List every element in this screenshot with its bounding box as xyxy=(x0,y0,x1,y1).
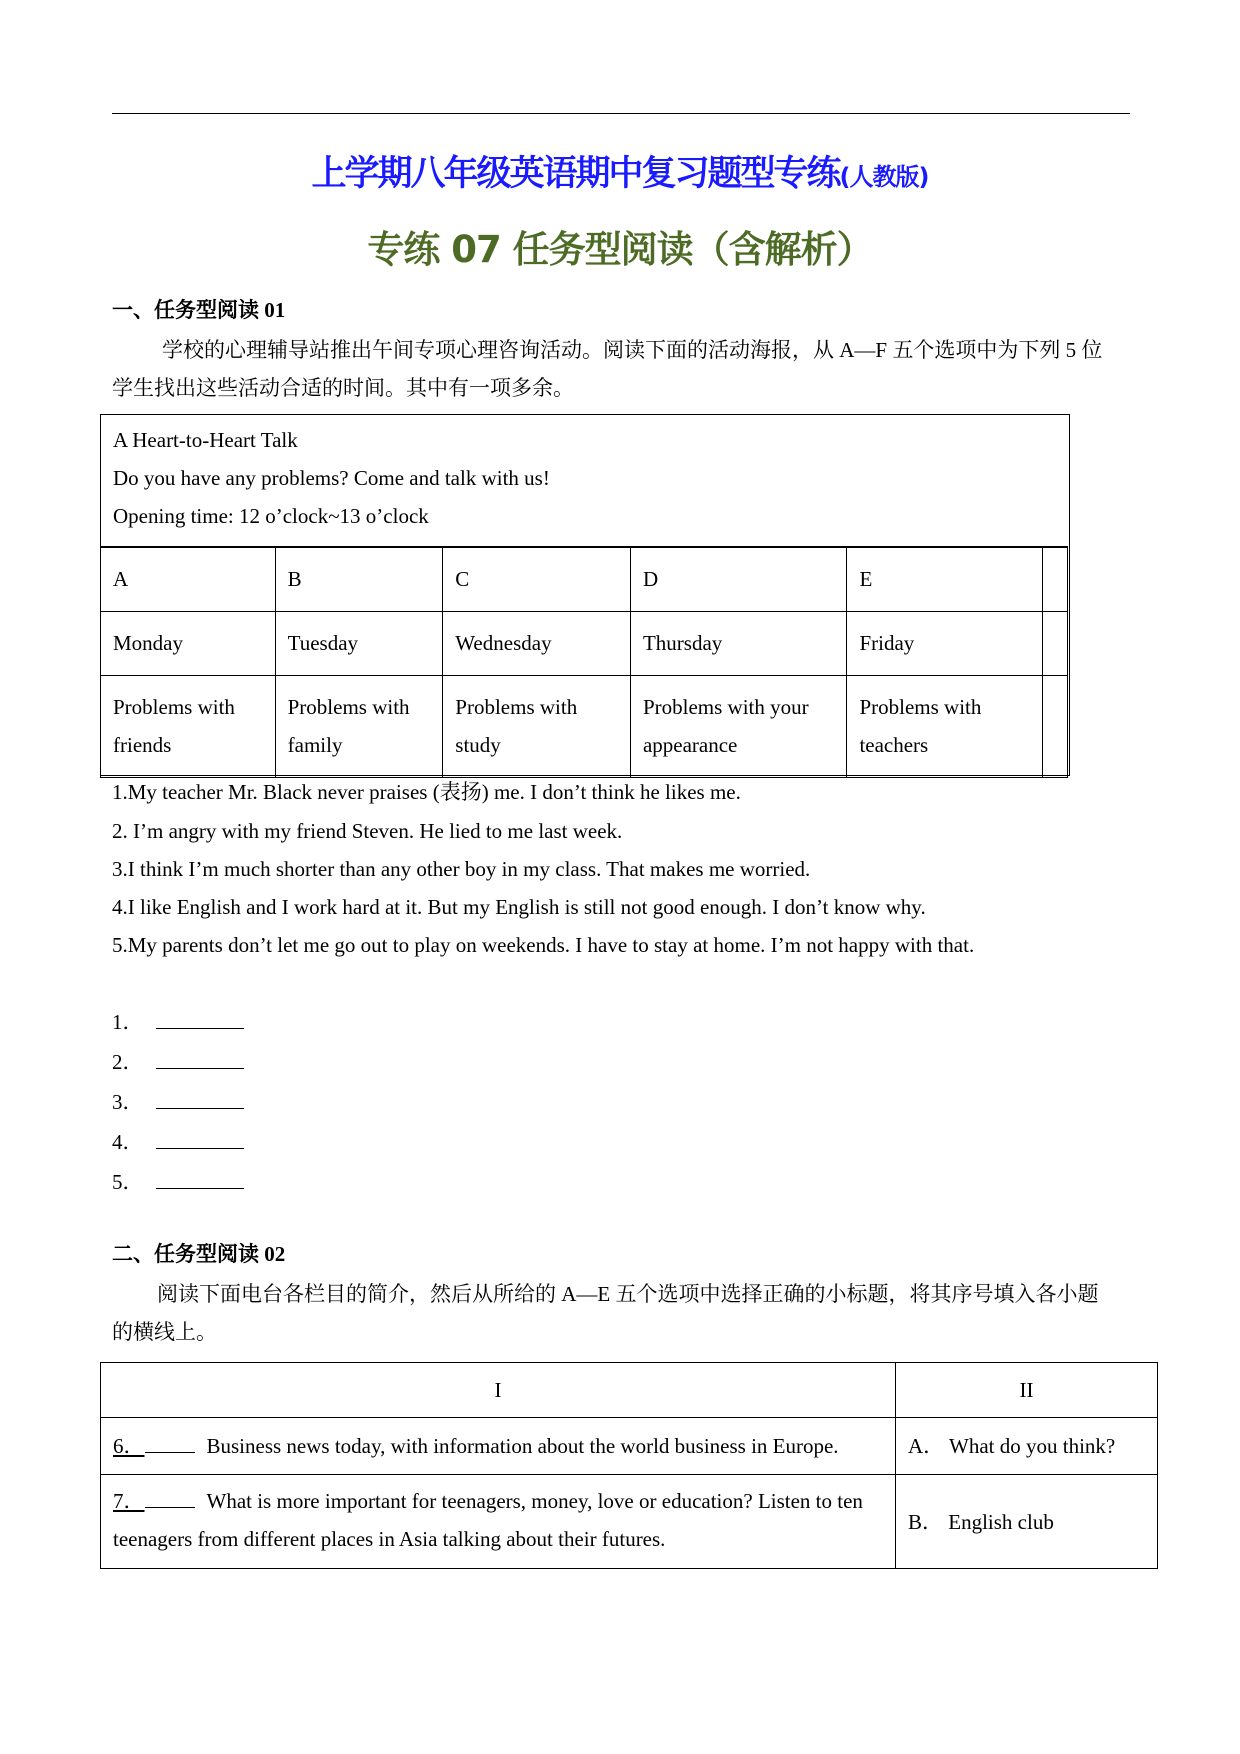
section2-instruction: 阅读下面电台各栏目的简介，然后从所给的 A—E 五个选项中选择正确的小标题，将其序号填入各小题的横线上。 xyxy=(112,1282,1099,1344)
question-sentence: 1.My teacher Mr. Black never praises (表扬) me. I don’t think he likes me. xyxy=(112,780,741,804)
answer-line xyxy=(112,1083,244,1121)
option-cell: A． What do you think? xyxy=(896,1418,1158,1475)
program-text: What is more important for teenagers, money, love or education? Listen to ten teenagers from different places in Asia talking about their futures. xyxy=(113,1489,863,1551)
question-sentence: 5.My parents don’t let me go out to play on weekends. I have to stay at home. I’m not happy with that. xyxy=(112,933,975,957)
question-number: 7． xyxy=(113,1489,145,1513)
table-cell: Problems with teachers xyxy=(847,675,1043,777)
header-rule xyxy=(112,113,1130,114)
table-cell: Thursday xyxy=(630,611,846,675)
table-cell: D xyxy=(630,547,846,611)
table-cell-empty xyxy=(1042,675,1067,777)
section1-instruction: 学校的心理辅导站推出午间专项心理咨询活动。阅读下面的活动海报，从 A—F 五个选项中为下列 5 位学生找出这些活动合适的时间。其中有一项多余。 xyxy=(112,338,1103,400)
table-cell: Monday xyxy=(101,611,276,675)
table-row xyxy=(101,1418,1158,1475)
table-cell: Problems with family xyxy=(275,675,443,777)
answer-blank[interactable] xyxy=(156,1088,244,1109)
answer-number: 5． xyxy=(112,1170,144,1194)
table-cell: B xyxy=(275,547,443,611)
table-cell: Friday xyxy=(847,611,1043,675)
answer-blank[interactable] xyxy=(156,1048,244,1069)
answer-number: 4． xyxy=(112,1130,144,1154)
table-row xyxy=(101,1475,1158,1569)
table-row xyxy=(101,611,1068,675)
poster-box xyxy=(100,414,1070,776)
answer-line xyxy=(112,1043,244,1081)
table-row xyxy=(101,547,1068,611)
poster-table xyxy=(100,546,1068,778)
poster-slogan: Do you have any problems? Come and talk with us! xyxy=(113,466,550,490)
document-title xyxy=(0,150,1240,201)
table-cell-empty xyxy=(1042,547,1067,611)
column-header: I xyxy=(101,1363,896,1418)
program-text: Business news today, with information about the world business in Europe. xyxy=(206,1434,839,1458)
radio-program-table xyxy=(100,1362,1158,1569)
answer-line xyxy=(112,1123,244,1161)
table-cell: Problems with friends xyxy=(101,675,276,777)
answer-blank[interactable] xyxy=(145,1432,195,1453)
answer-blank[interactable] xyxy=(156,1168,244,1189)
table-cell: Problems with your appearance xyxy=(630,675,846,777)
section2-heading: 二、任务型阅读 02 xyxy=(112,1242,286,1266)
table-cell-empty xyxy=(1042,611,1067,675)
column-header: II xyxy=(896,1363,1158,1418)
table-header-row xyxy=(101,1363,1158,1418)
question-sentence: 3.I think I’m much shorter than any other boy in my class. That makes me worried. xyxy=(112,857,811,881)
answer-blank[interactable] xyxy=(156,1008,244,1029)
poster-intro xyxy=(113,421,550,535)
poster-opening-time: Opening time: 12 o’clock~13 o’clock xyxy=(113,504,429,528)
answer-number: 1． xyxy=(112,1010,144,1034)
title-main: 上学期八年级英语期中复习题型专练 xyxy=(311,154,840,194)
answer-blank[interactable] xyxy=(156,1128,244,1149)
table-cell: Wednesday xyxy=(443,611,631,675)
answer-line xyxy=(112,1003,244,1041)
question-sentence: 2. I’m angry with my friend Steven. He lied to me last week. xyxy=(112,819,623,843)
answer-blank[interactable] xyxy=(145,1487,195,1508)
document-subtitle: 专练 07 任务型阅读（含解析） xyxy=(367,228,873,271)
section1-heading: 一、任务型阅读 01 xyxy=(112,298,286,322)
table-cell: Problems with study xyxy=(443,675,631,777)
poster-title: A Heart-to-Heart Talk xyxy=(113,428,298,452)
table-row xyxy=(101,675,1068,777)
table-cell: E xyxy=(847,547,1043,611)
question-number: 6． xyxy=(113,1434,145,1458)
answer-line xyxy=(112,1163,244,1201)
table-cell: Tuesday xyxy=(275,611,443,675)
table-cell: C xyxy=(443,547,631,611)
option-cell: B． English club xyxy=(896,1475,1158,1569)
program-description xyxy=(101,1418,896,1475)
title-suffix: (人教版) xyxy=(839,163,929,191)
answer-number: 2． xyxy=(112,1050,144,1074)
question-sentence: 4.I like English and I work hard at it. But my English is still not good enough. I don’t know why. xyxy=(112,895,926,919)
program-description xyxy=(101,1475,896,1569)
answer-number: 3． xyxy=(112,1090,144,1114)
table-cell: A xyxy=(101,547,276,611)
